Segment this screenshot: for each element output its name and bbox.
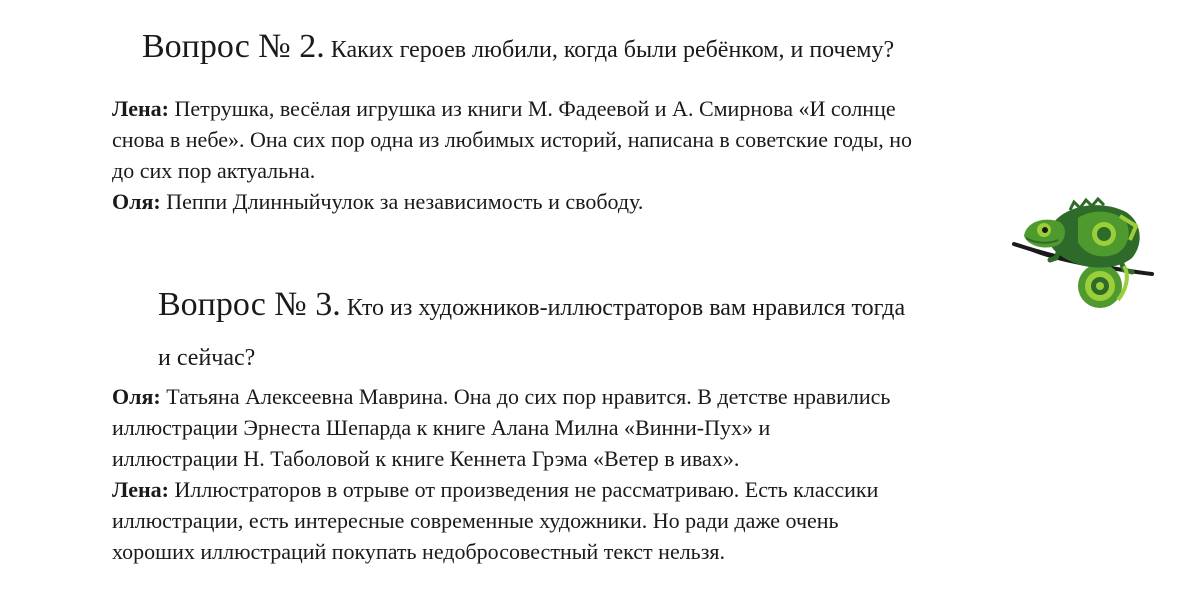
question-3-text-continued: и сейчас? bbox=[158, 345, 256, 371]
answer-line: иллюстрации Н. Таболовой к книге Кеннета Грэма «Ветер в ивах». bbox=[112, 446, 740, 471]
answer-line bbox=[112, 474, 1012, 505]
answer-line bbox=[112, 186, 1012, 217]
speaker-lena: Лена: bbox=[112, 477, 170, 502]
question-3-number: Вопрос № 3. bbox=[158, 286, 341, 323]
question-2-number: Вопрос № 2. bbox=[142, 28, 325, 65]
answer-text: Иллюстраторов в отрыве от произведения не рассматриваю. Есть классики bbox=[174, 477, 879, 502]
answer-text: Татьяна Алексеевна Маврина. Она до сих пор нравится. В детстве нравились bbox=[166, 384, 891, 409]
answer-line: до сих пор актуальна. bbox=[112, 158, 316, 183]
answer-text: Пеппи Длинныйчулок за независимость и свободу. bbox=[166, 189, 644, 214]
answer-text: Петрушка, весёлая игрушка из книги М. Фадеевой и А. Смирнова «И солнце bbox=[174, 96, 896, 121]
answer-line bbox=[112, 93, 1012, 124]
answers-question-2 bbox=[112, 93, 1012, 217]
question-2-heading bbox=[142, 28, 894, 66]
speaker-lena: Лена: bbox=[112, 96, 170, 121]
answer-line: иллюстрации Эрнеста Шепарда к книге Алана Милна «Винни-Пух» и bbox=[112, 415, 771, 440]
answer-line: хороших иллюстраций покупать недобросовестный текст нельзя. bbox=[112, 539, 726, 564]
question-2-text: Каких героев любили, когда были ребёнком, и почему? bbox=[330, 37, 895, 63]
speaker-olya: Оля: bbox=[112, 189, 161, 214]
question-3-heading bbox=[158, 280, 905, 383]
speaker-olya: Оля: bbox=[112, 384, 161, 409]
answer-line bbox=[112, 381, 1012, 412]
answers-question-3 bbox=[112, 381, 1012, 567]
chameleon-icon bbox=[1000, 196, 1160, 314]
question-3-text: Кто из художников-иллюстраторов вам нравился тогда bbox=[346, 295, 906, 321]
answer-line: иллюстрации, есть интересные современные художники. Но ради даже очень bbox=[112, 508, 839, 533]
answer-line: снова в небе». Она сих пор одна из любимых историй, написана в советские годы, но bbox=[112, 127, 913, 152]
